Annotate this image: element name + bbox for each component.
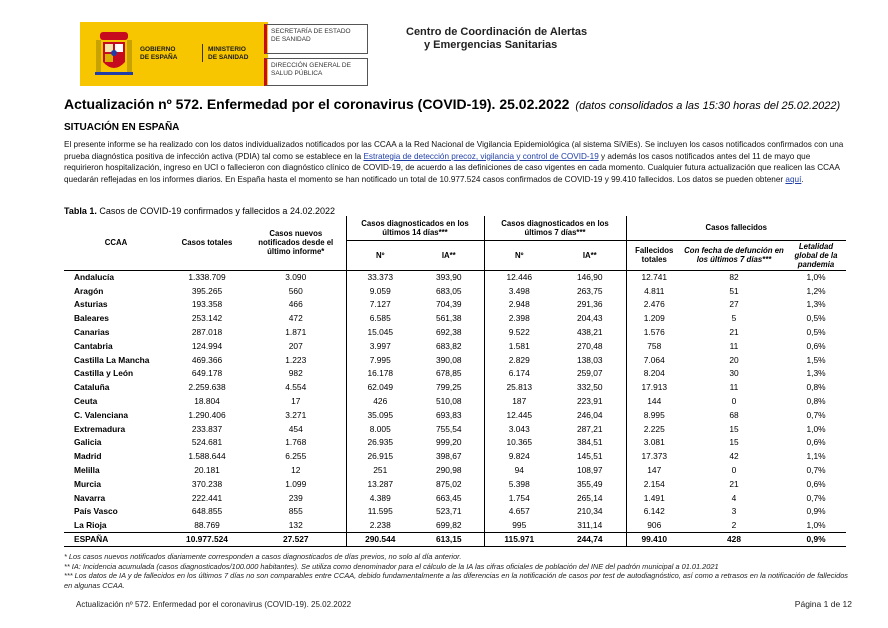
col-header-deaths-7days: Con fecha de defunción en los últimos 7 días*** (682, 240, 786, 270)
table-cell: 1.209 (626, 311, 682, 325)
col-header-n7: Nº (484, 240, 554, 270)
table-cell: 398,67 (435, 451, 462, 462)
table-cell: 263,75 (576, 285, 603, 296)
table-cell: 17.373 (626, 449, 682, 463)
row-ccaa-name: Melilla (74, 465, 100, 476)
table-cell: 2.238 (346, 518, 414, 532)
row-ccaa-name: Canarias (74, 327, 110, 338)
table-cell: 20.181 (194, 465, 220, 476)
table-cell: 193.358 (191, 299, 223, 310)
table-row (64, 491, 846, 505)
col-header-deaths: Casos fallecidos (626, 216, 846, 240)
table-cell: 3.043 (484, 422, 554, 436)
table-row (64, 408, 846, 422)
col-header-deaths-total: Fallecidos totales (626, 240, 682, 270)
total-cell: 0,9% (786, 532, 846, 546)
row-ccaa-name: Asturias (74, 299, 108, 310)
table-cell: 11 (729, 340, 739, 351)
table-row (64, 477, 846, 491)
table-cell: 21 (729, 478, 739, 489)
table-cell: 1.338.709 (188, 272, 226, 283)
table-cell: 4.389 (346, 491, 414, 505)
secretariat-box (264, 24, 368, 54)
row-ccaa-name: La Rioja (64, 518, 168, 532)
table-cell: 982 (288, 368, 303, 379)
table-cell: 16.178 (346, 367, 414, 381)
table-cell: 758 (626, 339, 682, 353)
sec-line2: DE SANIDAD (271, 36, 311, 43)
table-cell: 287.018 (191, 327, 223, 338)
table-cell: 207 (288, 340, 303, 351)
table-cell: 561,38 (435, 313, 462, 324)
table-row (64, 339, 846, 353)
footer-title: Actualización nº 572. Enfermedad por el coronavirus (COVID-19). 25.02.2022 (76, 600, 352, 609)
table-cell: 4.554 (285, 382, 307, 393)
table-cell: 1,5% (806, 354, 826, 365)
min-line1: MINISTERIO (208, 46, 246, 53)
col-header-total: Casos totales (168, 216, 246, 270)
table-cell: 3 (731, 506, 737, 517)
table-cell: 0,9% (806, 506, 826, 517)
table-cell: 223,91 (576, 396, 603, 407)
table-cell: 15.045 (346, 325, 414, 339)
row-ccaa-name: C. Valenciana (74, 409, 128, 420)
table-cell: 393,90 (435, 272, 462, 283)
table-cell: 12.446 (484, 270, 554, 284)
table-cell: 454 (288, 423, 303, 434)
row-ccaa-name: Castilla La Mancha (74, 354, 150, 365)
row-ccaa-name: País Vasco (74, 506, 118, 517)
table-row (64, 449, 846, 463)
table-cell: 683,05 (435, 285, 462, 296)
table-cell: 0 (731, 465, 737, 476)
total-cell: 428 (682, 532, 786, 546)
table-cell: 2.154 (626, 477, 682, 491)
table-cell: 3.271 (285, 409, 307, 420)
report-title (64, 96, 840, 112)
table-cell: 259,07 (576, 368, 603, 379)
table-cell: 2.398 (484, 311, 554, 325)
table-row (64, 367, 846, 381)
table-cell: 68 (729, 409, 739, 420)
table-cell: 1.223 (285, 354, 307, 365)
table-cell: 2 (682, 518, 786, 532)
table-row (64, 394, 846, 408)
ccaes-title (406, 26, 587, 52)
table-cell: 4 (731, 492, 737, 503)
ministry-label (208, 46, 248, 61)
table-cell: 124.994 (191, 340, 223, 351)
table-cell: 1,0% (806, 272, 826, 283)
table-cell: 35.095 (346, 408, 414, 422)
table-cell: 510,08 (435, 396, 462, 407)
table-cell: 995 (484, 518, 554, 532)
table-cell: 9.059 (346, 284, 414, 298)
col-header-n14: Nº (346, 240, 414, 270)
table-cell: 0,8% (806, 396, 826, 407)
para-part3: . (801, 174, 804, 184)
table-cell: 1.576 (626, 325, 682, 339)
table-cell: 3.090 (285, 272, 307, 283)
table-cell: 7.064 (626, 353, 682, 367)
table-cell: 291,36 (576, 299, 603, 310)
row-ccaa-name: Cantabria (74, 340, 113, 351)
table-cell: 6.255 (285, 451, 307, 462)
table-cell: 906 (626, 518, 682, 532)
table-cell: 25.813 (484, 380, 554, 394)
table-cell: 1.871 (285, 327, 307, 338)
table-cell: 6.142 (626, 505, 682, 519)
table-cell: 0 (731, 396, 737, 407)
row-ccaa-name: Ceuta (74, 396, 98, 407)
para-part1: El presente informe se ha realizado con los datos individualizados notificados por las CCAA a la Red Nacional de Vigilancia Epidemiológica (al sistema SiViEs). Se incluyen los casos notificados confirmados con una prueba diagnóstica positiva de infección activa (PDIA) tal como se establece en la (64, 140, 844, 161)
table-cell: 8.005 (346, 422, 414, 436)
table-cell: 3.081 (626, 436, 682, 450)
table-cell: 799,25 (435, 382, 462, 393)
table-cell: 1.754 (484, 491, 554, 505)
table-cell: 239 (288, 492, 303, 503)
gov-line2: DE ESPAÑA (140, 53, 178, 61)
table-cell: 390,08 (435, 354, 462, 365)
table-cell: 144 (626, 394, 682, 408)
row-ccaa-name: Galicia (74, 437, 102, 448)
logo-divider (202, 44, 203, 62)
table-notes (64, 552, 850, 590)
table-cell: 6.585 (346, 311, 414, 325)
row-ccaa-name: Aragón (74, 285, 104, 296)
table-cell: 683,82 (435, 340, 462, 351)
table-cell: 1,2% (806, 285, 826, 296)
total-cell: 244,74 (554, 532, 626, 546)
table-cell: 0,7% (806, 465, 826, 476)
table-cell: 12.741 (626, 270, 682, 284)
table-cell: 1,3% (806, 299, 826, 310)
note-1: * Los casos nuevos notificados diariamente corresponden a casos diagnosticados de días previos, no solo al día anterior. (64, 552, 462, 561)
table-cell: 5 (731, 313, 737, 324)
row-ccaa-name: Baleares (74, 313, 109, 324)
table-cell: 0,6% (806, 437, 826, 448)
row-ccaa-name: Cataluña (74, 382, 110, 393)
table-cell: 523,71 (435, 506, 462, 517)
table-row (64, 505, 846, 519)
center-line2: y Emergencias Sanitarias (424, 39, 558, 51)
table-cell: 88.769 (168, 518, 246, 532)
table-cell: 649.178 (191, 368, 223, 379)
table-cell: 222.441 (191, 492, 223, 503)
table-cell: 560 (288, 285, 303, 296)
table-cell: 426 (346, 394, 414, 408)
table-cell: 384,51 (576, 437, 603, 448)
min-line2: DE SANIDAD (208, 53, 249, 61)
table-cell: 132 (246, 518, 346, 532)
gov-line1: GOBIERNO (140, 46, 176, 53)
table-cell: 21 (729, 327, 739, 338)
table-row (64, 325, 846, 339)
table-cell: 875,02 (435, 478, 462, 489)
section-heading: SITUACIÓN EN ESPAÑA (64, 122, 180, 133)
table-cell: 0,7% (806, 409, 826, 420)
table-cell: 2.225 (626, 422, 682, 436)
table-cell: 10.365 (484, 436, 554, 450)
table-cell: 82 (729, 272, 739, 283)
table-cell: 51 (729, 285, 739, 296)
government-label (140, 46, 177, 61)
table-cell: 1.290.406 (188, 409, 226, 420)
table-body (64, 270, 846, 532)
table-cell: 270,48 (576, 340, 603, 351)
table-cell: 246,04 (576, 409, 603, 420)
table-cell: 94 (484, 463, 554, 477)
table-row (64, 518, 846, 532)
table-row (64, 380, 846, 394)
table-cell: 30 (729, 368, 739, 379)
table-cell: 5.398 (484, 477, 554, 491)
table-cell: 3.498 (484, 284, 554, 298)
table-cell: 4.657 (484, 505, 554, 519)
table-cell: 108,97 (576, 465, 603, 476)
table-row (64, 311, 846, 325)
table-cell: 62.049 (346, 380, 414, 394)
total-cell: 290.544 (346, 532, 414, 546)
table-cell: 1,1% (806, 451, 826, 462)
document-header (64, 22, 844, 88)
total-cell: 613,15 (414, 532, 484, 546)
table-cell: 1,0% (786, 518, 846, 532)
total-cell: 99.410 (626, 532, 682, 546)
covid-cases-table (64, 216, 846, 547)
table-cell: 524.681 (191, 437, 223, 448)
table-cell: 147 (626, 463, 682, 477)
note-2: ** IA: Incidencia acumulada (casos diagnosticados/100.000 habitantes). Se utiliza como denominador para el cálculo de la IA las cifras oficiales de población del INE del padrón municipal a 01.01.2021 (64, 561, 719, 571)
table-cell: 7.995 (346, 353, 414, 367)
table-cell: 26.935 (346, 436, 414, 450)
coat-of-arms-icon (94, 30, 134, 78)
table-cell: 704,39 (435, 299, 462, 310)
table-cell: 27 (729, 299, 739, 310)
report-title-text: Actualización nº 572. Enfermedad por el coronavirus (COVID-19). 25.02.2022 (64, 96, 570, 112)
table-cell: 145,51 (576, 451, 603, 462)
table-cell: 33.373 (346, 270, 414, 284)
total-cell: 10.977.524 (168, 532, 246, 546)
table-cell: 0,5% (806, 327, 826, 338)
table-cell: 8.204 (626, 367, 682, 381)
dir-line1: DIRECCIÓN GENERAL DE (271, 62, 351, 69)
table-cell: 438,21 (576, 327, 603, 338)
table-cell: 0,7% (806, 492, 826, 503)
table-row (64, 284, 846, 298)
table-row (64, 353, 846, 367)
col-header-ia14: IA** (414, 240, 484, 270)
table-total-row (64, 532, 846, 546)
table-cell: 693,83 (435, 409, 462, 420)
table-cell: 8.995 (626, 408, 682, 422)
row-ccaa-name: Murcia (74, 478, 101, 489)
row-ccaa-name: Extremadura (74, 423, 126, 434)
table-cell: 1.491 (626, 491, 682, 505)
table-cell: 265,14 (576, 492, 603, 503)
row-ccaa-name: Navarra (74, 492, 106, 503)
table-cell: 15 (729, 423, 739, 434)
table-cell: 7.127 (346, 298, 414, 312)
table-row (64, 422, 846, 436)
table-cell: 2.476 (626, 298, 682, 312)
col-header-14days: Casos diagnosticados en los últimos 14 días*** (346, 216, 484, 240)
total-cell-ccaa: ESPAÑA (64, 532, 168, 546)
table-cell: 355,49 (576, 478, 603, 489)
table-cell: 287,21 (576, 423, 603, 434)
table-cell: 9.824 (484, 449, 554, 463)
table-cell: 12.445 (484, 408, 554, 422)
table-cell: 648.855 (191, 506, 223, 517)
row-ccaa-name: Andalucía (74, 272, 115, 283)
government-logo (80, 22, 268, 86)
table-cell: 9.522 (484, 325, 554, 339)
col-header-ccaa: CCAA (64, 216, 168, 270)
table-cell: 332,50 (576, 382, 603, 393)
table-cell: 1,0% (806, 423, 826, 434)
col-header-ia7: IA** (554, 240, 626, 270)
intro-paragraph (64, 139, 850, 185)
table-cell: 755,54 (435, 423, 462, 434)
table-cell: 253.142 (191, 313, 223, 324)
table-cell: 2.829 (484, 353, 554, 367)
col-header-new: Casos nuevos notificados desde el último informe* (246, 216, 346, 270)
table-cell: 2.259.638 (188, 382, 226, 393)
table-cell: 663,45 (435, 492, 462, 503)
table-cell: 11 (729, 382, 739, 393)
col-header-7days: Casos diagnosticados en los últimos 7 días*** (484, 216, 626, 240)
table-cell: 233.837 (191, 423, 223, 434)
col-header-lethality: Letalidad global de la pandemia (786, 240, 846, 270)
table-cell: 146,90 (576, 272, 603, 283)
table-caption (64, 206, 335, 216)
table-cell: 395.265 (191, 285, 223, 296)
total-cell: 115.971 (484, 532, 554, 546)
table-cell: 999,20 (435, 437, 462, 448)
para-part2: y además los casos notificados antes del 11 de mayo que requirieron hospitalización, ingreso en UCI o fallecieron con diagnóstico clínico de COVID-19, de acuerdo a las definiciones de caso vigentes en cada momento. Cualquier futura actualización que realicen las CCAA quedarán reflejadas en los informes diarios. En España hasta el momento se han notificado un total de 10.977.524 casos confirmados de COVID-19 y 99.410 fallecidos. Los datos se pueden obtener (64, 151, 840, 184)
table-row (64, 298, 846, 312)
page-number: Página 1 de 12 (794, 599, 852, 609)
dir-line2: SALUD PÚBLICA (271, 70, 323, 77)
table-cell: 370.238 (191, 478, 223, 489)
data-link[interactable]: aquí (785, 174, 802, 184)
table-cell: 0,6% (806, 478, 826, 489)
center-line1: Centro de Coordinación de Alertas (406, 26, 588, 38)
strategy-link[interactable]: Estrategia de detección precoz, vigilancia y control de COVID-19 (363, 151, 599, 161)
table-cell: 290,98 (435, 465, 462, 476)
table-cell: 855 (288, 506, 303, 517)
table-cell: 0,5% (806, 313, 826, 324)
table-cell: 42 (729, 451, 739, 462)
table-row (64, 463, 846, 477)
table-cell: 15 (729, 437, 739, 448)
table-cell: 472 (288, 313, 303, 324)
table-cell: 1.588.644 (188, 451, 226, 462)
table-cell: 311,14 (554, 518, 626, 532)
sec-line1: SECRETARÍA DE ESTADO (271, 28, 351, 35)
directorate-box (264, 58, 368, 86)
table-cell: 251 (346, 463, 414, 477)
table-cell: 210,34 (576, 506, 603, 517)
table-cell: 0,8% (806, 382, 826, 393)
table-cell: 699,82 (414, 518, 484, 532)
table-cell: 4.811 (626, 284, 682, 298)
table-cell: 20 (729, 354, 739, 365)
table-cell: 13.287 (346, 477, 414, 491)
total-cell: 27.527 (246, 532, 346, 546)
row-ccaa-name: Castilla y León (74, 368, 134, 379)
table-cell: 11.595 (346, 505, 414, 519)
table-cell: 692,38 (435, 327, 462, 338)
note-3: *** Los datos de IA y de fallecidos en los últimos 7 días no son comparables entre CCAA, debido fundamentalmente a las diferencias en la notificación de casos por test de autodiagnóstico, así como a retrasos en la notificación de fallecidos en algunas CCAA. (64, 571, 848, 590)
table-cell: 12 (291, 465, 301, 476)
table-caption-label: Tabla 1. (64, 206, 97, 216)
table-cell: 18.804 (194, 396, 220, 407)
table-cell: 1.768 (285, 437, 307, 448)
table-cell: 678,85 (435, 368, 462, 379)
report-title-subtitle: (datos consolidados a las 15:30 horas del 25.02.2022) (575, 100, 841, 112)
row-ccaa-name: Madrid (74, 451, 102, 462)
table-row (64, 436, 846, 450)
table-cell: 466 (288, 299, 303, 310)
table-cell: 1.581 (484, 339, 554, 353)
table-cell: 187 (484, 394, 554, 408)
table-cell: 26.915 (346, 449, 414, 463)
table-cell: 1.099 (285, 478, 307, 489)
table-cell: 138,03 (576, 354, 603, 365)
table-cell: 6.174 (484, 367, 554, 381)
table-caption-text: Casos de COVID-19 confirmados y fallecidos a 24.02.2022 (96, 206, 335, 216)
table-cell: 1,3% (806, 368, 826, 379)
table-cell: 204,43 (576, 313, 603, 324)
table-cell: 17 (291, 396, 301, 407)
table-row (64, 270, 846, 284)
table-cell: 3.997 (346, 339, 414, 353)
table-cell: 0,6% (806, 340, 826, 351)
table-cell: 2.948 (484, 298, 554, 312)
table-cell: 469.366 (191, 354, 223, 365)
table-cell: 17.913 (626, 380, 682, 394)
